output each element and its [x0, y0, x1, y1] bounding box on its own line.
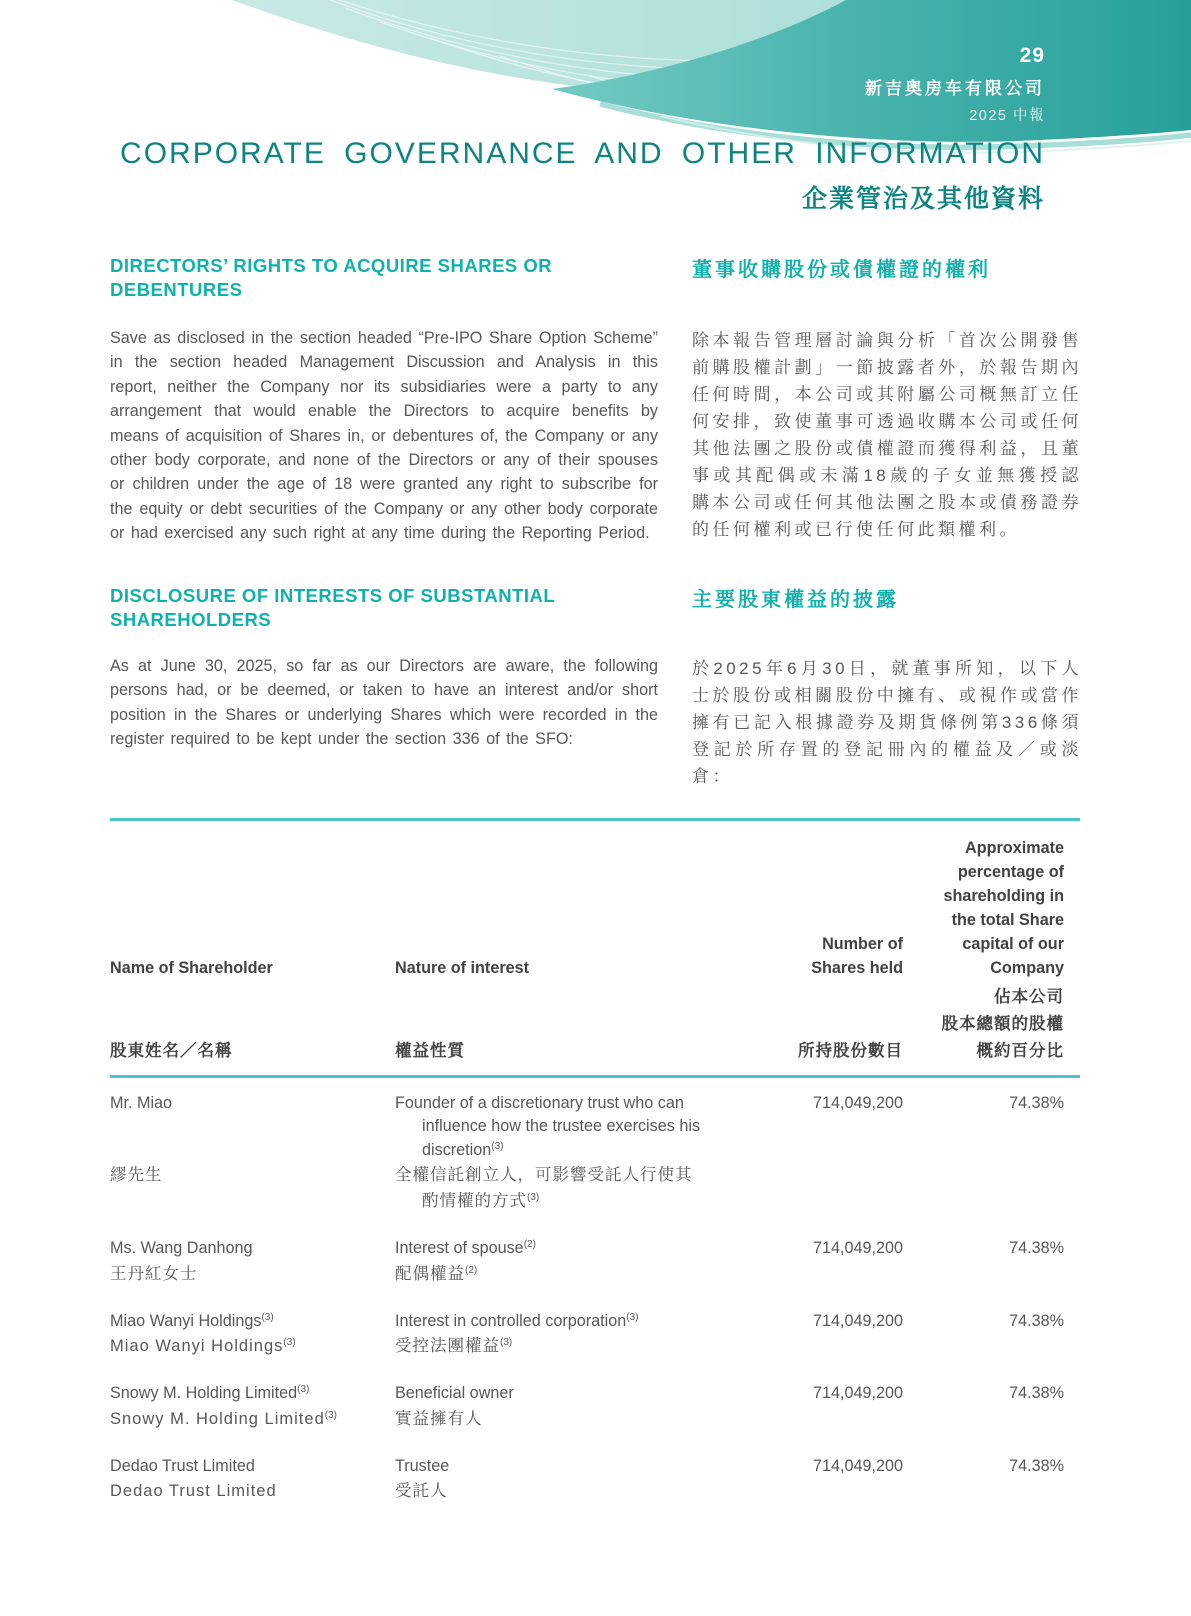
col-header-name-en: Name of Shareholder [110, 959, 273, 977]
section1-body-cn: 除本報告管理層討論與分析「首次公開發售前購股權計劃」一節披露者外，於報告期內任何時間，本公司或其附屬公司概無訂立任何安排，致使董事可透過收購本公司或任何其他法團之股份或債權證而獲得利益，且董事或其配偶或未滿18歲的子女並無獲授認購本公司或任何其他法團之股本或債務證券的任何權利或已行使任何此類權利。 [692, 331, 1082, 539]
col-header-shares-en: Number of Shares held [811, 935, 903, 977]
section1-heading-cn: 董事收購股份或債權證的權利 [692, 259, 991, 281]
section2-body-en: As at June 30, 2025, so far as our Directors are aware, the following persons had, or be deemed, or taken to have an interest and/or short position in the Shares or underlying Shares which were recorded in the register required to be kept under the section 336 of the SFO: [110, 657, 658, 749]
section2-body-cn: 於2025年6月30日，就董事所知，以下人士於股份或相關股份中擁有、或視作或當作擁有已記入根據證券及期貨條例第336條須登記於所存置的登記冊內的權益及／或淡倉： [692, 659, 1082, 786]
table-row: Miao Wanyi Holdings$^{(3)}$ Interest in controlled corporation$^{(3)}$ 714,049,200 74.38% Miao Wanyi Holdings$^{(3)}$ 受控法團權益$^{(3)}$ [110, 1310, 1080, 1360]
table-rows [110, 1078, 1080, 1505]
col-header-name-cn: 股東姓名／名稱 [110, 1042, 233, 1060]
table-row: Ms. Wang Danhong Interest of spouse$^{(2)}$ 714,049,200 74.38% 王丹紅女士 配偶權益$^{(2)}$ [110, 1237, 1080, 1287]
shareholding-percentage-value: 74.38% [1009, 1456, 1064, 1475]
shares-held-value: 714,049,200 [812, 1239, 903, 1257]
table-header-cn [110, 980, 1080, 1075]
company-name: 新吉奥房车有限公司 [865, 79, 1045, 98]
table-row: Dedao Trust Limited Trustee 714,049,200 74.38% Dedao Trust Limited 受託人 [110, 1455, 1080, 1505]
section1-body-en: Save as disclosed in the section headed “Pre-IPO Share Option Scheme” in the section headed Management Discussion and Analysis in this report, neither the Company nor its subsidiaries were a party to any arrangement that would enable the Directors to acquire benefits by means of acquisition of Shares in, or debentures of, the Company or any other body corporate, and none of the Directors or any of their spouses or children under the age of 18 were granted any right to subscribe for the equity or debt securities of the Company or any other body corporate or had exercised any such right at any time during the Reporting Period. [110, 329, 658, 543]
page-number: 29 [1019, 44, 1045, 67]
report-edition: 2025 中報 [969, 108, 1045, 124]
section2-heading-cn: 主要股東權益的披露 [692, 589, 899, 611]
table-row: Snowy M. Holding Limited$^{(3)}$ Beneficial owner 714,049,200 74.38% Snowy M. Holding Limited$^{(3)}$ 實益擁有人 [110, 1382, 1080, 1432]
shares-held-value: 714,049,200 [812, 1093, 903, 1112]
page-title-cn: 企業管治及其他資料 [801, 185, 1045, 213]
section2-heading-en: DISCLOSURE OF INTERESTS OF SUBSTANTIAL SHAREHOLDERS [110, 585, 555, 630]
col-header-percent-en: Approximate percentage of shareholding in the total Share capital of our Company [943, 839, 1064, 977]
shareholding-percentage-value: 74.38% [1009, 1093, 1064, 1112]
header-info [865, 44, 1045, 125]
table-header-en [110, 821, 1080, 980]
shareholders-table [110, 818, 1080, 1527]
page-title [120, 135, 1045, 215]
page-title-en: CORPORATE GOVERNANCE AND OTHER INFORMATION [120, 137, 1045, 170]
shareholding-percentage-value: 74.38% [1009, 1384, 1064, 1402]
shareholding-percentage-value: 74.38% [1009, 1311, 1064, 1330]
col-header-percent-cn: 佔本公司 股本總額的股權 概約百分比 [941, 988, 1064, 1060]
shares-held-value: 714,049,200 [812, 1384, 903, 1402]
col-header-nature-cn: 權益性質 [395, 1042, 465, 1060]
col-header-nature-en: Nature of interest [395, 959, 530, 977]
table-row: Mr. Miao Founder of a discretionary trust who can influence how the trustee exercises his discretion$^{(3)}$ 714,049,200 74.38% 繆先生 全權信託創立人，可影響受託人行使其 酌情權的方式$^{(3)}$ [110, 1092, 1080, 1215]
section1-heading-en: DIRECTORS’ RIGHTS TO ACQUIRE SHARES OR DEBENTURES [110, 255, 553, 300]
shares-held-value: 714,049,200 [812, 1311, 903, 1330]
shares-held-value: 714,049,200 [812, 1456, 903, 1475]
shareholding-percentage-value: 74.38% [1009, 1239, 1064, 1257]
col-header-shares-cn: 所持股份數目 [798, 1042, 903, 1060]
